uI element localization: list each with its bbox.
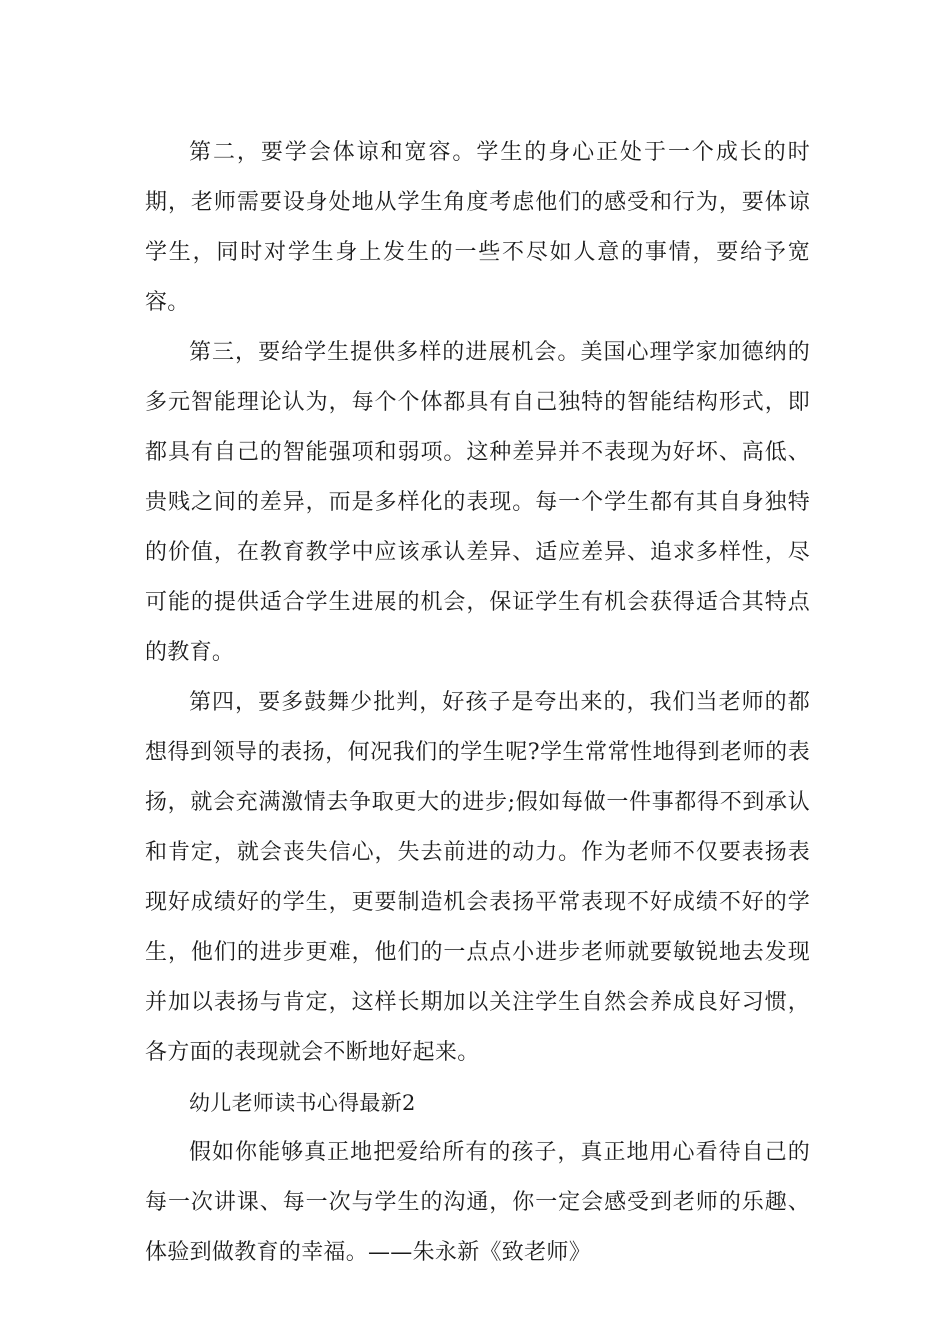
paragraph-encouragement: 第四，要多鼓舞少批判，好孩子是夸出来的，我们当老师的都想得到领导的表扬，何况我们的学生呢?学生常常性地得到老师的表扬，就会充满激情去争取更大的进步;假如每做一件事都得不到承认和肯定，就会丧失信心，失去前进的动力。作为老师不仅要表扬表现好成绩好的学生，更要制造机会表扬平常表现不好成绩不好的学生，他们的进步更难，他们的一点点小进步老师就要敏锐地去发现并加以表扬与肯定，这样长期加以关注学生自然会养成良好习惯，各方面的表现就会不断地好起来。 bbox=[145, 690, 810, 1065]
paragraph-development-opportunities: 第三，要给学生提供多样的进展机会。美国心理学家加德纳的多元智能理论认为，每个个体都具有自己独特的智能结构形式，即都具有自己的智能强项和弱项。这种差异并不表现为好坏、高低、贵贱之间的差异，而是多样化的表现。每一个学生都有其自身独特的价值，在教育教学中应该承认差异、适应差异、追求多样性，尽可能的提供适合学生进展的机会，保证学生有机会获得适合其特点的教育。 bbox=[145, 340, 810, 665]
document-page bbox=[145, 128, 810, 1278]
paragraph-tolerance: 第二，要学会体谅和宽容。学生的身心正处于一个成长的时期，老师需要设身处地从学生角度考虑他们的感受和行为，要体谅学生，同时对学生身上发生的一些不尽如人意的事情，要给予宽容。 bbox=[145, 140, 810, 315]
section-heading: 幼儿老师读书心得最新2 bbox=[189, 1091, 416, 1115]
paragraph-quote: 假如你能够真正地把爱给所有的孩子，真正地用心看待自己的每一次讲课、每一次与学生的沟通，你一定会感受到老师的乐趣、体验到做教育的幸福。——朱永新《致老师》 bbox=[145, 1140, 810, 1265]
